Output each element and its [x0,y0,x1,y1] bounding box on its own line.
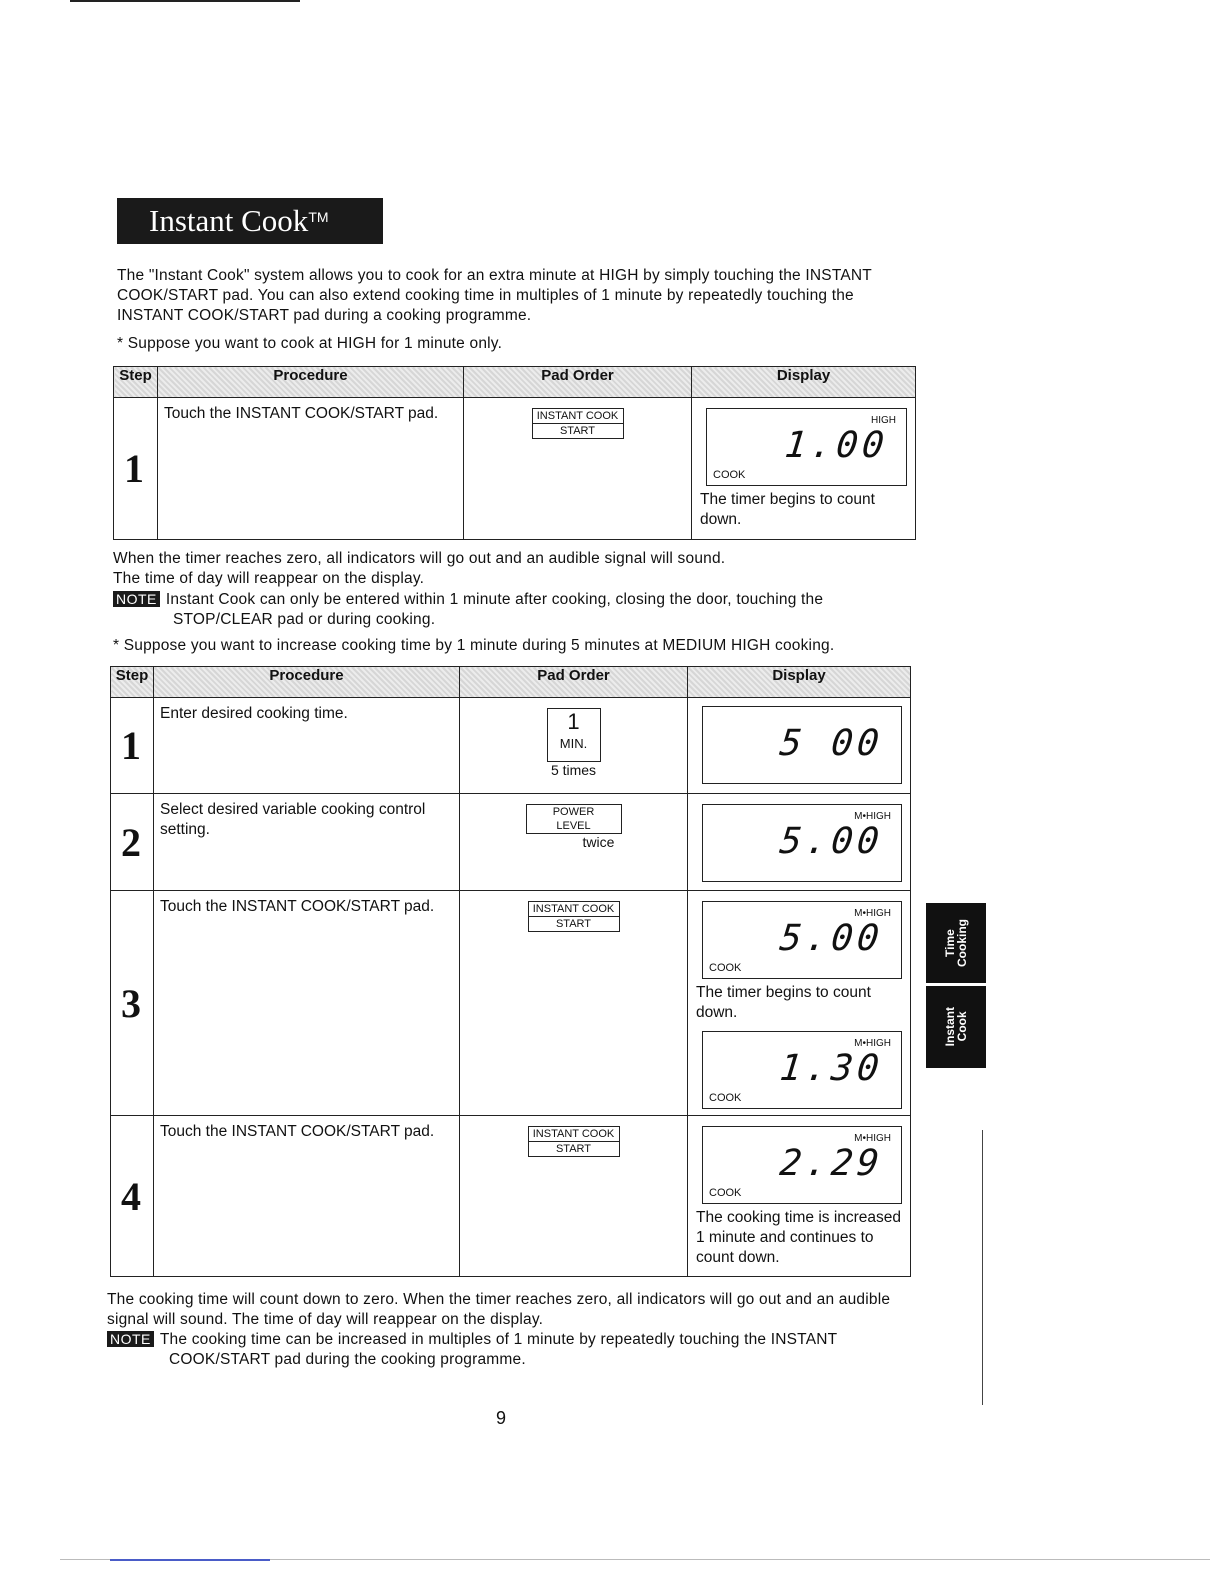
step-number: 1 [114,398,158,540]
display-cell [688,1116,911,1277]
note-1-continued: STOP/CLEAR pad or during cooking. [173,611,436,628]
lcd-display: 5 00 [702,706,902,784]
lcd-display: M•HIGH 2.29 COOK [702,1126,902,1204]
display-cell [688,891,911,1116]
header-pad-order: Pad Order [460,667,688,698]
procedure-text: Touch the INSTANT COOK/START pad. [158,398,464,540]
display-cell [688,698,911,794]
example-1-text: * Suppose you want to cook at HIGH for 1 minute only. [117,335,503,352]
header-pad-order: Pad Order [464,367,692,398]
table-row [114,398,916,540]
procedure-text: Touch the INSTANT COOK/START pad. [154,1116,460,1277]
header-display: Display [692,367,916,398]
note-2-continued: COOK/START pad during the cooking programme. [169,1351,526,1368]
header-step: Step [114,367,158,398]
instant-cook-start-pad: INSTANT COOK START [528,901,620,932]
intro-paragraph: The "Instant Cook" system allows you to cook for an extra minute at HIGH by simply touching the INSTANT COOK/START pad. You can also extend cooking time in multiples of 1 minute by repeatedly touching the INSTANT COOK/START pad during a cooking programme. [117,267,872,324]
side-tab-instant-cook: Instant Cook [926,986,986,1068]
steps-table-1 [113,366,916,540]
note-2: NOTE The cooking time can be increased in multiples of 1 minute by repeatedly touching the INSTANT [107,1330,917,1350]
top-rule [70,0,300,2]
step-number: 1 [111,698,154,794]
pad-order-cell [460,794,688,891]
step-number: 2 [111,794,154,891]
note-1: NOTE Instant Cook can only be entered within 1 minute after cooking, closing the door, touching the [113,590,923,610]
section-title: Instant Cook™ [117,198,383,244]
lcd-display: M•HIGH 5.00 COOK [702,901,902,979]
table-row [111,794,911,891]
display-note: The cooking time is increased 1 minute and continues to count down. [696,1209,902,1266]
instant-cook-start-pad: INSTANT COOK START [528,1126,620,1157]
header-procedure: Procedure [158,367,464,398]
pad-order-cell [460,698,688,794]
display-note: The timer begins to count down. [696,984,871,1021]
bottom-rule-accent [110,1559,270,1561]
procedure-text: Select desired variable cooking control setting. [154,794,460,891]
display-note: The timer begins to count down. [700,491,875,528]
pad-note: 5 times [550,762,597,778]
pad-order-cell [464,398,692,540]
page-number: 9 [496,1408,507,1428]
step-number: 3 [111,891,154,1116]
side-tab-time-cooking: Time Cooking [926,903,986,983]
procedure-text: Enter desired cooking time. [154,698,460,794]
lcd-display: M•HIGH 5.00 [702,804,902,882]
pad-order-cell [460,891,688,1116]
lcd-display: HIGH 1.00 COOK [706,408,907,486]
pad-order-cell [460,1116,688,1277]
after-table-line-1: When the timer reaches zero, all indicators will go out and an audible signal will sound. [113,550,726,567]
header-procedure: Procedure [154,667,460,698]
header-step: Step [111,667,154,698]
note-label: NOTE [107,1331,154,1347]
step-number: 4 [111,1116,154,1277]
table-row [111,891,911,1116]
display-cell [692,398,916,540]
procedure-text: Touch the INSTANT COOK/START pad. [154,891,460,1116]
table-header [114,367,916,398]
instant-cook-start-pad: INSTANT COOK START [532,408,624,439]
example-2-text: * Suppose you want to increase cooking time by 1 minute during 5 minutes at MEDIUM HIGH cooking. [113,637,835,654]
note-label: NOTE [113,591,160,607]
pad-note: twice [582,834,615,850]
table-row [111,1116,911,1277]
min-pad: 1 MIN. [547,708,601,762]
table-row [111,698,911,794]
header-display: Display [688,667,911,698]
after-table-line-2: The time of day will reappear on the display. [113,570,425,587]
power-level-pad: POWER LEVEL [526,804,622,834]
lcd-display-2: M•HIGH 1.30 COOK [702,1031,902,1109]
table-header [111,667,911,698]
footer-paragraph: The cooking time will count down to zero. When the timer reaches zero, all indicators will go out and an audible signal will sound. The time of day will reappear on the display. [107,1291,891,1328]
display-cell [688,794,911,891]
margin-rule [982,1130,983,1405]
steps-table-2 [110,666,911,1277]
